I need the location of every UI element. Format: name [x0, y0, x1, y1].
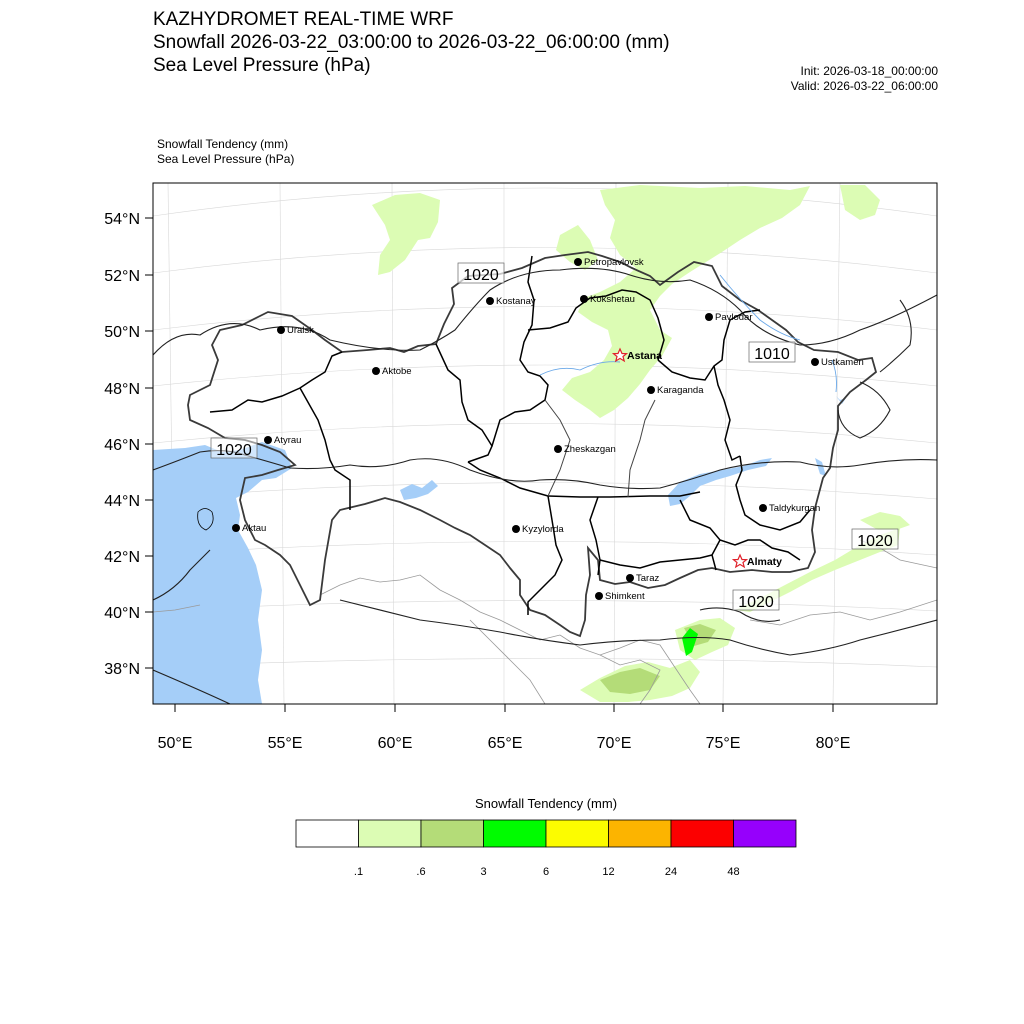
lat-label: 50°N [104, 324, 140, 341]
city-label: Pavlodar [715, 312, 753, 323]
isobar-label-box [733, 590, 779, 611]
isobar-label-box [749, 342, 795, 363]
plot-frame [153, 183, 937, 704]
aral-sea [400, 480, 438, 500]
isobar-labels [211, 263, 898, 611]
city-label: Ustkamen [821, 357, 864, 368]
lat-label: 44°N [104, 493, 140, 510]
lat-label: 52°N [104, 268, 140, 285]
city-uralsk [277, 325, 314, 336]
city-label: Kokshetau [590, 294, 635, 305]
balkhash-lake [668, 458, 772, 506]
graticule [153, 183, 937, 704]
city-ustkamen [811, 357, 864, 368]
legend-swatch-0 [296, 820, 359, 847]
isobar-label-box [211, 438, 257, 459]
city-pavlodar [705, 312, 753, 323]
lat-label: 54°N [104, 211, 140, 228]
city-kyzylorda [512, 524, 564, 535]
legend-swatch-5 [609, 820, 672, 847]
city-label: Taraz [636, 573, 660, 584]
lon-label: 80°E [815, 735, 851, 752]
valid-time: Valid: 2026-03-22_06:00:00 [790, 79, 938, 93]
lon-label: 70°E [596, 735, 632, 752]
legend-label: 24 [664, 866, 678, 878]
caspian-sea [153, 442, 292, 704]
legend-swatch-3 [484, 820, 547, 847]
legend-swatch-2 [421, 820, 484, 847]
city-karaganda [647, 385, 704, 396]
lat-label: 46°N [104, 437, 140, 454]
city-label: Shimkent [605, 591, 645, 602]
city-label: Aktau [242, 523, 267, 534]
init-time: Init: 2026-03-18_00:00:00 [800, 64, 938, 78]
legend-title: Snowfall Tendency (mm) [474, 796, 618, 811]
legend-label: 48 [727, 866, 740, 878]
city-label: Uralsk [287, 325, 314, 336]
lon-label: 55°E [267, 735, 303, 752]
isobar-label: 1020 [738, 594, 774, 611]
legend-labels [0, 866, 1024, 886]
title-line-3: Sea Level Pressure (hPa) [153, 55, 371, 76]
title-line-2: Snowfall 2026-03-22_03:00:00 to 2026-03-22_06:00:00 (mm) [153, 32, 670, 53]
lon-labels [158, 735, 851, 752]
city-label: Taldykurgan [769, 503, 821, 514]
legend-swatch-6 [671, 820, 734, 847]
legend-label: .6 [416, 866, 426, 878]
legend-label: .1 [353, 866, 364, 878]
legend-colorbar [296, 820, 796, 847]
lat-label: 38°N [104, 661, 140, 678]
city-label: Petropavlovsk [584, 257, 644, 268]
isobar-label: 1020 [216, 442, 252, 459]
city-label: Kyzylorda [522, 524, 564, 535]
city-shimkent [595, 591, 645, 602]
field-label-slp: Sea Level Pressure (hPa) [157, 152, 295, 166]
city-atyrau [264, 435, 301, 446]
legend-swatch-4 [546, 820, 609, 847]
neighbor-borders [153, 540, 937, 704]
legend-swatch-7 [734, 820, 797, 847]
city-aktobe [372, 366, 412, 377]
city-label: Aktobe [382, 366, 412, 377]
city-label: Almaty [747, 556, 783, 568]
isobar-label: 1020 [463, 267, 499, 284]
city-label: Kostanay [496, 296, 536, 307]
isobar-label: 1020 [857, 533, 893, 550]
lat-labels [104, 211, 140, 678]
city-petropavlovsk [574, 257, 644, 268]
lon-label: 50°E [157, 735, 193, 752]
capital-star-icon [734, 555, 747, 567]
city-label: Atyrau [274, 435, 302, 446]
city-kostanay [486, 296, 536, 307]
lon-label: 75°E [705, 735, 741, 752]
lon-label: 60°E [377, 735, 413, 752]
isobar-label-box [852, 529, 898, 550]
city-label: Astana [627, 350, 663, 362]
legend-label: 12 [602, 866, 615, 878]
isobar-label: 1010 [754, 346, 790, 363]
city-taldykurgan [759, 503, 820, 514]
city-almaty [734, 555, 783, 568]
legend-label: 6 [542, 866, 550, 878]
legend-label: 3 [480, 866, 487, 878]
lat-label: 40°N [104, 605, 140, 622]
lat-label: 42°N [104, 549, 140, 566]
map-area [153, 183, 937, 704]
isobar-label-box [458, 263, 504, 284]
city-label: Karaganda [657, 385, 704, 396]
lake-east [815, 458, 826, 476]
city-label: Zheskazgan [564, 444, 616, 455]
city-zheskazgan [554, 444, 616, 455]
legend-swatch-1 [359, 820, 422, 847]
field-label-snowfall: Snowfall Tendency (mm) [157, 137, 289, 151]
lat-label: 48°N [104, 381, 140, 398]
title-line-1: KAZHYDROMET REAL-TIME WRF [153, 9, 454, 30]
lon-label: 65°E [487, 735, 523, 752]
